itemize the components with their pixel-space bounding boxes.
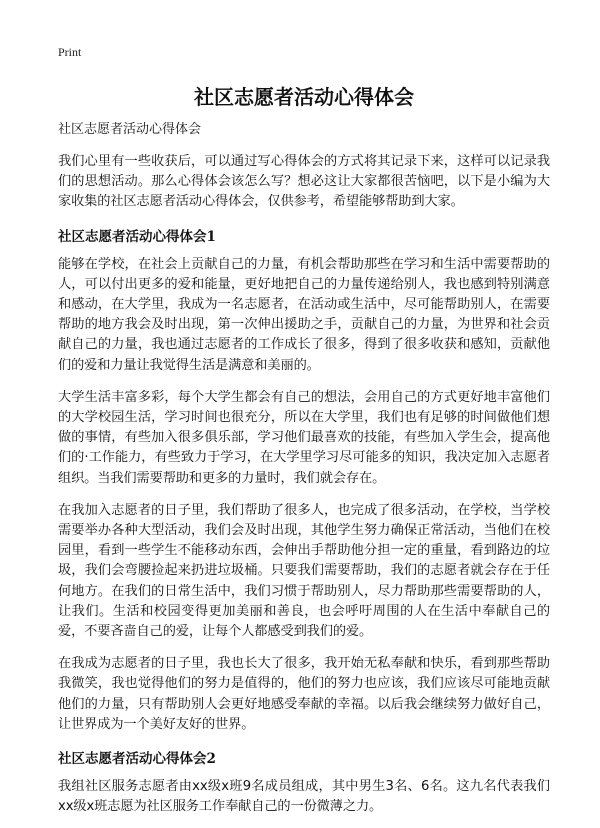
- document-page: [58, 44, 550, 817]
- page-title: 社区志愿者活动心得体会: [194, 85, 414, 109]
- section-paragraph: 在我成为志愿者的日子里，我也长大了很多，我开始无私奉献和快乐，看到那些帮助我微笑，我也觉得他们的努力是值得的，他们的努力也应该，我们应该尽可能地贡献他们的力量，只有帮助别人会更好地感受奉献的幸福。以后我会继续努力做好自己，让世界成为一个美好友好的世界。: [58, 656, 550, 732]
- section-2: [58, 749, 550, 817]
- section-paragraph: 大学生活丰富多彩，每个大学生都会有自己的想法，会用自己的方式更好地丰富他们的大学校园生活，学习时间也很充分，所以在大学里，我们也有足够的时间做他们想做的事情，有些加入很多俱乐部，学习他们最喜欢的技能，有些加入学生会，提高他们的·工作能力，有些致力于学习，在大学里学习尽可能多的知识，我决定加入志愿者组织。当我们需要帮助和更多的力量时，我们就会存在。: [58, 389, 550, 486]
- section-heading: 社区志愿者活动心得体会2: [58, 751, 216, 768]
- section-1: [58, 227, 550, 735]
- intro-paragraph: 我们心里有一些收获后，可以通过写心得体会的方式将其记录下来，这样可以记录我们的思想活动。那么心得体会该怎么写？想必这让大家都很苦恼吧，以下是小编为大家收集的社区志愿者活动心得体会，仅供参考，希望能够帮助到大家。: [58, 154, 550, 210]
- section-paragraph: 我组社区服务志愿者由xx级x班9名成员组成，其中男生3名、6名。这九名代表我们xx级x班志愿为社区服务工作奉献自己的一份微薄之力。: [58, 779, 550, 815]
- section-paragraph: 能够在学校，在社会上贡献自己的力量，有机会帮助那些在学习和生活中需要帮助的人，可以付出更多的爱和能量，更好地把自己的力量传递给别人，我也感到特别满意和感动，在大学里，我成为一名志愿者，在活动或生活中，尽可能帮助别人，在需要帮助的地方我会及时出现，第一次伸出援助之手，贡献自己的力量，为世界和社会贡献自己的力量，我也通过志愿者的工作成长了很多，得到了很多收获和感知，贡献他们的爱和力量让我觉得生活是满意和美丽的。: [58, 256, 550, 373]
- section-heading: 社区志愿者活动心得体会1: [58, 228, 216, 245]
- section-paragraph: 在我加入志愿者的日子里，我们帮助了很多人，也完成了很多活动，在学校，当学校需要举办各种大型活动，我们会及时出现，其他学生努力确保正常活动，当他们在校园里，看到一些学生不能移动东西，会伸出手帮助他分担一定的重量，看到路边的垃圾，我们会弯腰捡起来扔进垃圾桶。只要我们需要帮助，我们的志愿者就会存在于任何地方。在我们的日常生活中，我们习惯于帮助别人，尽力帮助那些需要帮助的人，让我们。生活和校园变得更加美丽和善良，也会呼吁周围的人在生活中奉献自己的爱，不要吝啬自己的爱，让每个人都感受到我们的爱。: [58, 502, 550, 640]
- print-link[interactable]: Print: [58, 45, 82, 59]
- document-subtitle: 社区志愿者活动心得体会: [58, 122, 202, 137]
